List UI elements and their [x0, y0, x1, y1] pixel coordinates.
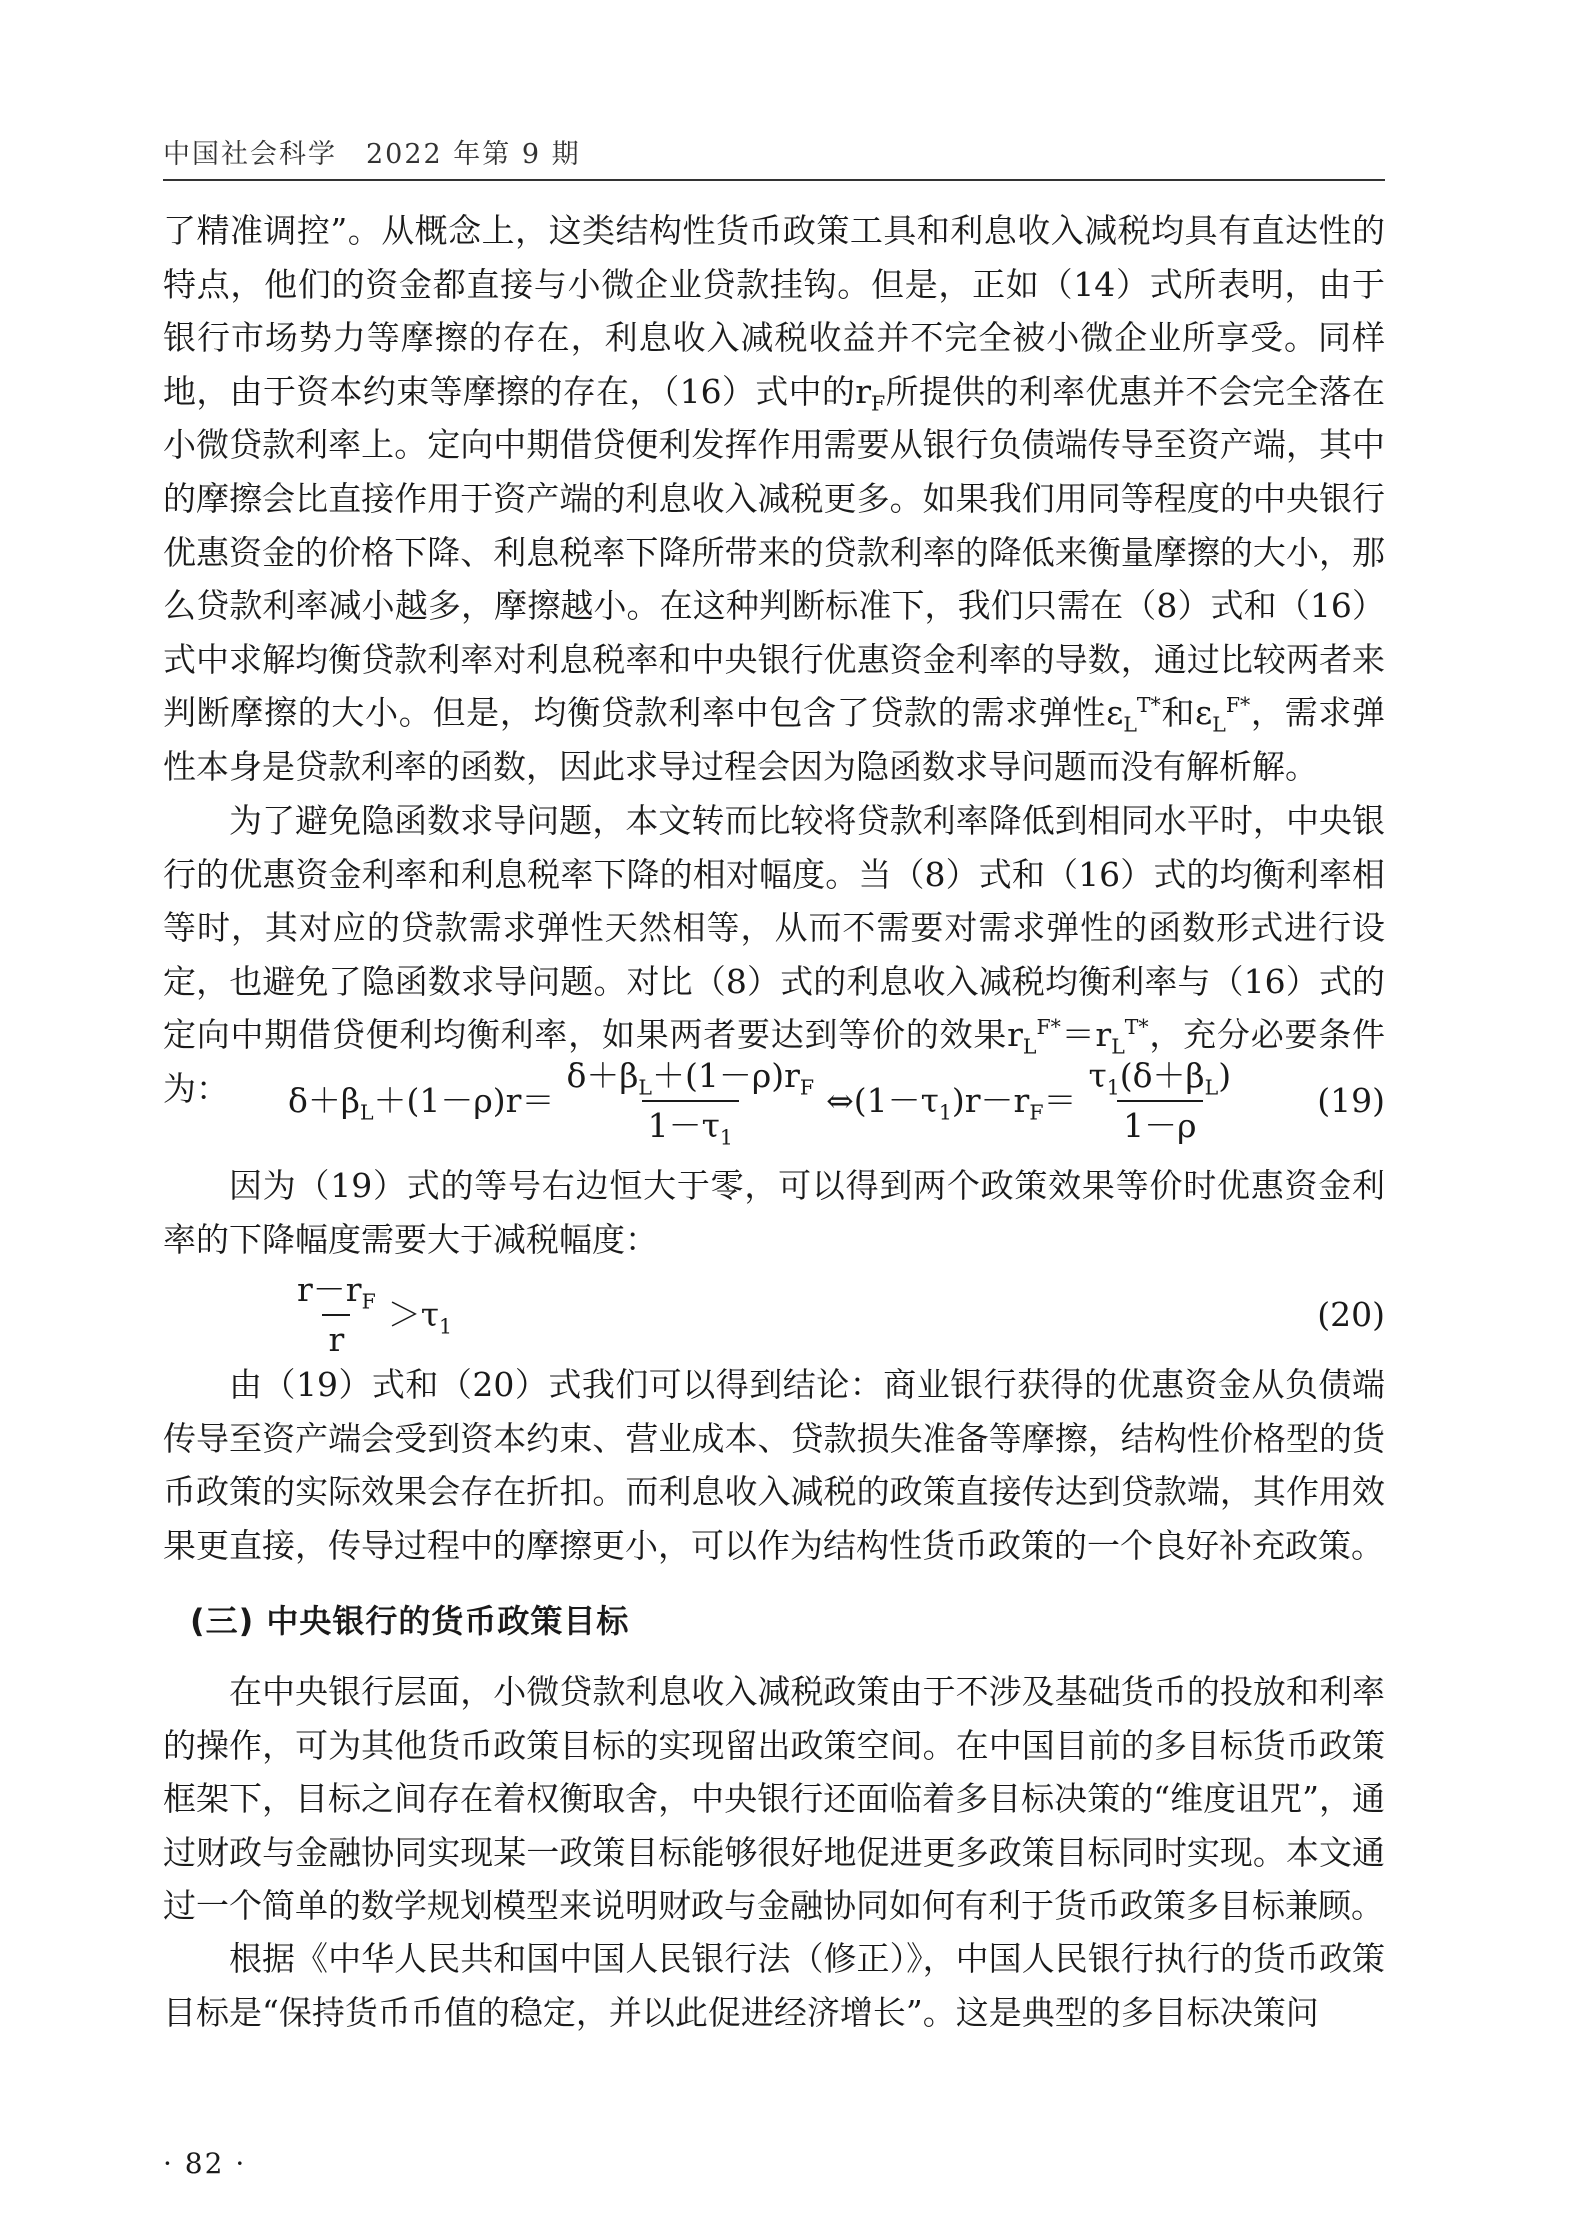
paragraph-1: 了精准调控”。从概念上，这类结构性货币政策工具和利息收入减税均具有直达性的特点，他们的资金都直接与小微企业贷款挂钩。但是，正如（14）式所表明，由于银行市场势力等摩擦的存在，利息收入减税收益并不完全被小微企业所享受。同样地，由于资本约束等摩擦的存在，（16）式中的$r_F$所提供的利率优惠并不会完全落在小微贷款利率上。定向中期借贷便利发挥作用需要从银行负债端传导至资产端，其中的摩擦会比直接作用于资产端的利息收入减税更多。如果我们用同等程度的中央银行优惠资金的价格下降、利息税率下降所带来的贷款利率的降低来衡量摩擦的大小，那么贷款利率减小越多，摩擦越小。在这种判断标准下，我们只需在（8）式和（16）式中求解均衡贷款利率对利息税率和中央银行优惠资金利率的导数，通过比较两者来判断摩擦的大小。但是，均衡贷款利率中包含了贷款的需求弹性$\varepsilon_L^{T*}$和$\varepsilon_L^{F*}$，需求弹性本身是贷款利率的函数，因此求导过程会因为隐函数求导问题而没有解析解。 — [163, 211, 1385, 786]
eq19-fraction-2 — [1083, 1056, 1238, 1146]
equation-19 — [163, 1046, 1385, 1156]
journal-header: 中国社会科学 2022 年第 9 期 — [163, 139, 581, 170]
eq20-right: $>\tau_1$ — [387, 1295, 453, 1339]
eq19-frac1-numerator: $\delta+\beta_L+(1-\rho)r_F$ — [566, 1056, 815, 1100]
eq19-frac2-numerator: $\tau_1(\delta+\beta_L)$ — [1088, 1056, 1232, 1100]
eq19-fraction-1 — [560, 1056, 820, 1150]
paragraph-2: 为了避免隐函数求导问题，本文转而比较将贷款利率降低到相同水平时，中央银行的优惠资金利率和利息税率下降的相对幅度。当（8）式和（16）式的均衡利率相等时，其对应的贷款需求弹性天然相等，从而不需要对需求弹性的函数形式进行设定，也避免了隐函数求导问题。对比（8）式的利息收入减税均衡利率与（16）式的定向中期借贷便利均衡利率，如果两者要达到等价的效果$r_L^{F*}=r_L^{T*}$，充分必要条件为： — [163, 801, 1385, 1108]
paragraph-6: 根据《中华人民共和国中国人民银行法（修正）》，中国人民银行执行的货币政策目标是“保持货币币值的稳定，并以此促进经济增长”。这是典型的多目标决策问 — [163, 1939, 1385, 2032]
eq19-left: $\delta+\beta_L+(1-\rho)r=$ — [288, 1081, 555, 1125]
eq19-frac1-denominator: $1-\tau_1$ — [642, 1100, 739, 1146]
eq20-fraction — [291, 1270, 382, 1360]
eq19-middle: $\Leftrightarrow(1-\tau_1)r-r_F=$ — [826, 1081, 1077, 1125]
eq20-number: (20) — [1317, 1295, 1385, 1334]
section-heading: (三) 中央银行的货币政策目标 — [190, 1602, 630, 1640]
paragraph-4: 由（19）式和（20）式我们可以得到结论：商业银行获得的优惠资金从负债端传导至资产端会受到资本约束、营业成本、贷款损失准备等摩擦，结构性价格型的货币政策的实际效果会存在折扣。而利息收入减税的政策直接传达到贷款端，其作用效果更直接，传导过程中的摩擦更小，可以作为结构性货币政策的一个良好补充政策。 — [163, 1365, 1385, 1565]
eq20-numerator: $r-r_F$ — [297, 1270, 376, 1314]
eq19-frac2-denominator: 1－ρ — [1117, 1100, 1202, 1146]
eq19-number: (19) — [1317, 1081, 1385, 1120]
paragraph-5: 在中央银行层面，小微贷款利息收入减税政策由于不涉及基础货币的投放和利率的操作，可为其他货币政策目标的实现留出政策空间。在中国目前的多目标货币政策框架下，目标之间存在着权衡取舍，中央银行还面临着多目标决策的“维度诅咒”，通过财政与金融协同实现某一政策目标能够很好地促进更多政策目标同时实现。本文通过一个简单的数学规划模型来说明财政与金融协同如何有利于货币政策多目标兼顾。 — [163, 1672, 1385, 1926]
page-number: · 82 · — [163, 2147, 247, 2180]
header-rule — [163, 179, 1385, 181]
eq20-denominator: r — [322, 1314, 350, 1360]
paragraph-3: 因为（19）式的等号右边恒大于零，可以得到两个政策效果等价时优惠资金利率的下降幅度需要大于减税幅度： — [163, 1166, 1385, 1259]
equation-20 — [163, 1260, 1385, 1370]
